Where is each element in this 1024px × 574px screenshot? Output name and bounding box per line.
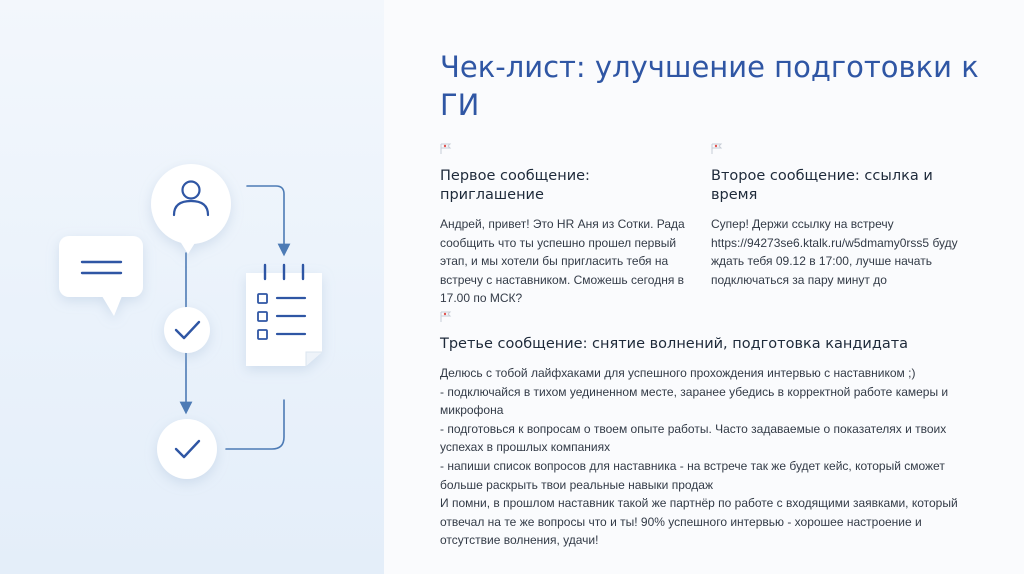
connector-arrow (247, 186, 284, 250)
user-bubble (151, 164, 231, 254)
message-heading: Второе сообщение: ссылка и время (711, 168, 933, 203)
message-heading: Первое сообщение: приглашение (440, 168, 590, 203)
message-heading: Третье сообщение: снятие волнений, подготовка кандидата (440, 336, 909, 352)
message-block-1 (440, 143, 698, 308)
checklist-clipboard-icon (246, 265, 322, 366)
message-text: Андрей, привет! Это HR Аня из Сотки. Рада сообщить что ты успешно прошел первый этап, и мы хотели бы пригласить тебя на встречу с наставником. Сможешь сегодня в 17.00 по МСК? (440, 217, 685, 306)
message-block-3 (440, 311, 980, 550)
process-illustration (0, 0, 384, 574)
message-text: Делюсь с тобой лайфхаками для успешного прохождения интервью с наставником ;) - подключайся в тихом уединенном месте, заранее убедись в корректной работе камеры и микрофона - подготовься к вопросам о твоем опыте работы. Часто задаваемые о показателях и твоих успехах в прошлых компаниях - напиши список вопросов для наставника - на встрече так же будет кейс, который сможет больше раскрыть твои реальные навыки продаж И помни, в прошлом наставник такой же партнёр по работе с входящими заявками, который отвечал на те же вопросы что и ты! 90% успешного интервью - хорошее настроение и отсутствие волнения, удачи! (440, 366, 958, 548)
checkmark-icon (157, 419, 217, 479)
illustration-panel (0, 0, 384, 574)
message-block-2 (711, 143, 976, 289)
marker-icon (440, 143, 452, 155)
checkmark-icon (164, 307, 210, 353)
marker-icon (711, 143, 723, 155)
page-title: Чек-лист: улучшение подготовки к ГИ (440, 50, 979, 122)
chat-message-icon (59, 236, 143, 316)
connector-line (226, 400, 284, 449)
message-text: Супер! Держи ссылку на встречу https://94273se6.ktalk.ru/w5dmamy0rss5 буду ждать тебя 09.12 в 17:00, лучше начать подключаться за пару минут до (711, 217, 958, 287)
marker-icon (440, 311, 452, 323)
